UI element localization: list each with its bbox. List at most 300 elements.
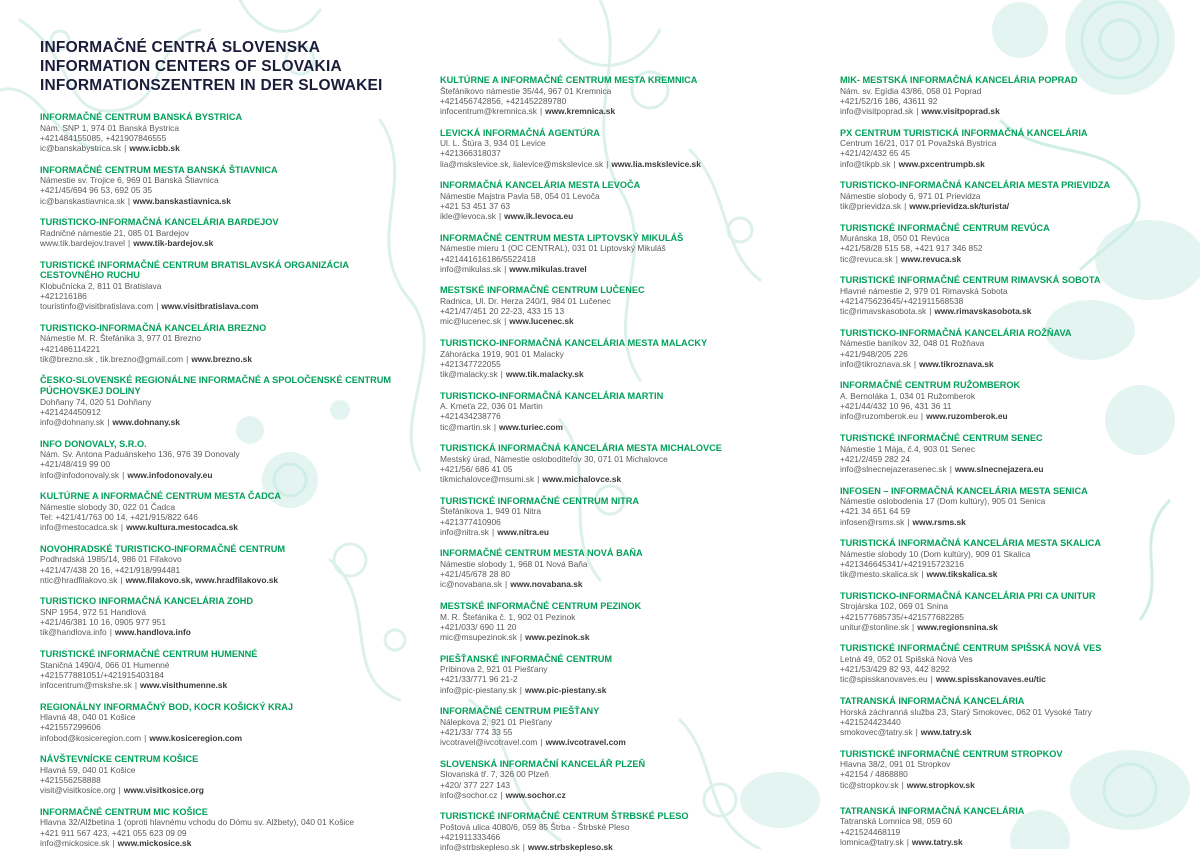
info-center-name: MESTSKÉ INFORMAČNÉ CENTRUM LUČENEC [440,285,645,296]
separator: | [606,158,609,169]
info-center-contact [440,685,810,695]
website-link[interactable]: www.mikulas.travel [509,263,587,274]
separator: | [124,143,127,153]
info-center-address: Štefánikova 1, 949 01 Nitra [440,506,542,517]
info-center-address: Radnica, Ul. Dr. Herza 240/1, 984 01 Lučenec [440,295,611,306]
info-center-name: TATRANSKÁ INFORMAČNÁ KANCELÁRIA [840,805,1025,816]
website-link[interactable]: www.mickosice.sk [117,837,192,848]
website-link[interactable]: www.visitpoprad.sk [921,106,1000,116]
info-center-phone: +421524423440 [840,716,901,727]
info-center-name: TURISTICKÉ INFORMAČNÉ CENTRUM STROPKOV [840,748,1063,759]
info-center-entry [40,649,410,690]
info-center-entry [440,128,810,169]
separator: | [120,522,124,533]
email-link[interactable]: tik@prievidza.sk [840,200,902,211]
website-link[interactable]: www.spisskanovaves.eu/tic [935,674,1046,685]
email-link[interactable]: smokovec@tatry.sk [840,726,913,737]
info-center-entry [440,391,810,432]
website-link[interactable]: www.tik-bardejov.sk [133,237,214,248]
separator: | [134,679,138,690]
info-center-phone: +42154 / 4868880 [840,769,908,780]
info-center-contact [440,211,810,221]
email-link[interactable]: tic@martin.sk [440,421,491,432]
info-center-name: TURISTICKÉ INFORMAČNÉ CENTRUM SENEC [840,432,1043,443]
website-link[interactable]: www.sochor.cz [505,789,566,800]
email-link[interactable]: www.tik.bardejov.travel [40,237,126,248]
info-center-contact [40,733,410,743]
website-link[interactable]: www.kremnica.sk [545,106,616,116]
info-center-address: Strojárska 102, 069 01 Snina [840,601,949,612]
info-center-entry [40,165,410,206]
title-line-de: INFORMATIONSZENTREN IN DER SLOWAKEI [40,77,383,94]
info-center-phone: +421557299606 [40,722,101,733]
separator: | [906,836,909,847]
info-center-name: INFORMAČNÉ CENTRUM MESTA BANSKÁ ŠTIAVNICA [40,164,278,175]
email-link[interactable]: lomnica@tatry.sk [840,836,904,847]
info-center-address: Radničné námestie 21, 085 01 Bardejov [40,227,189,238]
email-link[interactable]: unitur@stonline.sk [840,621,910,632]
website-link[interactable]: www.turiec.com [499,421,563,432]
info-center-name: SLOVENSKÁ INFORMAČNÍ KANCELÁŘ PLZEŇ [440,758,646,769]
info-center-address: Mestský úrad, Námestie osloboditeľov 30, 071 01 Michalovce [440,453,668,464]
info-center-phone: +421 53 451 37 63 [440,200,511,211]
email-link[interactable]: mic@lucenec.sk [440,316,502,327]
info-center-address: Hlavná 59, 040 01 Košice [40,764,136,775]
title-line-en: INFORMATION CENTERS OF SLOVAKIA [40,58,342,75]
website-link[interactable]: www.tatry.sk [920,726,972,737]
info-center-phone: +421/44/432 10 96, 431 36 11 [840,401,952,412]
email-link[interactable]: ic@novabana.sk [440,579,503,590]
info-center-entry [440,759,810,800]
separator: | [118,785,121,796]
separator: | [493,421,497,432]
separator: | [895,253,898,264]
website-link[interactable]: www.pezinok.sk [525,631,590,642]
separator: | [492,526,495,537]
info-center-name: TURISTICKÉ INFORMAČNÉ CENTRUM ŠTRBSKÉ PLESO [440,811,689,822]
info-center-phone: +421456742856, +421452289780 [440,95,567,106]
info-center-entry [840,180,1180,211]
title-line-sk: INFORMAČNÉ CENTRÁ SLOVENSKA [40,39,321,56]
info-center-entry [840,128,1180,169]
info-center-contact [40,417,410,427]
info-center-entry [40,596,410,637]
website-link[interactable]: www.lucenec.sk [509,316,574,327]
info-center-contact [840,464,1180,474]
info-center-address: Tatranská Lomnica 98, 059 60 [840,816,953,827]
separator: | [156,301,159,312]
separator: | [912,621,915,632]
info-center-entry [440,233,810,274]
info-center-address: Záhorácka 1919, 901 01 Malacky [440,348,564,359]
info-center-contact [840,159,1180,169]
info-center-name: INFOSEN – INFORMAČNÁ KANCELÁRIA MESTA SENICA [840,485,1088,496]
separator: | [519,631,523,642]
website-link[interactable]: www.strbskepleso.sk [527,842,613,853]
info-center-name: INFORMAČNÁ KANCELÁRIA MESTA LEVOČA [440,180,641,191]
info-center-contact [40,238,410,248]
separator: | [893,158,896,169]
info-center-entry [40,323,410,364]
info-center-phone: +421/33/771 96 21-2 [440,674,518,685]
email-link[interactable]: info@strbskepleso.sk [440,842,520,853]
info-center-address: Námestie baníkov 32, 048 01 Rožňava [840,338,985,349]
email-link[interactable]: ic@banskastiavnica.sk [40,195,125,206]
website-link[interactable]: www.regionsnina.sk [917,621,998,632]
info-center-contact [840,569,1180,579]
info-center-entry [840,643,1180,684]
info-center-address: Pribinova 2, 921 01 Piešťany [440,664,548,675]
info-center-contact [840,517,1180,527]
info-center-contact [40,627,410,637]
website-link[interactable]: www.ruzomberok.eu [926,411,1008,422]
info-center-phone: +421424450912 [40,406,101,417]
website-link[interactable]: www.brezno.sk [191,353,252,364]
separator: | [504,263,507,274]
info-center-entry [40,112,410,153]
info-center-phone: Tel: +421/41/763 00 14, +421/915/822 646 [40,511,198,522]
separator: | [144,732,147,743]
info-center-phone: +421/53/429 82 93, 442 8292 [840,664,950,675]
info-center-entry [840,328,1180,369]
info-center-entry [40,807,410,848]
email-link[interactable]: tik@malacky.sk [440,368,498,379]
website-link[interactable]: www.lia.mskslevice.sk [611,158,701,169]
info-center-contact [40,838,410,848]
website-link[interactable]: www.stropkov.sk [906,779,975,790]
info-center-name: ČESKO-SLOVENSKÉ REGIONÁLNE INFORMAČNÉ A SPOLOČENSKÉ CENTRUM PÚCHOVSKEJ DOLINY [40,375,392,396]
info-center-name: TATRANSKÁ INFORMAČNÁ KANCELÁRIA [840,695,1025,706]
info-center-phone: +421/56/ 686 41 05 [440,463,513,474]
info-center-entry [840,275,1180,316]
info-center-contact [40,470,410,480]
info-center-address: Podhradská 1985/14, 986 01 Fiľakovo [40,554,182,565]
info-center-phone: +421524468119 [840,826,901,837]
info-center-address: Ul. L. Štúra 3, 934 01 Levice [440,138,546,149]
website-link[interactable]: www.michalovce.sk [542,474,622,485]
info-center-phone: +421475623645/+421911568538 [840,295,964,306]
info-center-phone: +421434238776 [440,411,501,422]
website-link[interactable]: www.banskastiavnica.sk [133,195,231,206]
info-center-name: TURISTICKÉ INFORMAČNÉ CENTRUM RIMAVSKÁ SOBOTA [840,275,1101,286]
info-center-address: Centrum 16/21, 017 01 Považská Bystrica [840,138,997,149]
info-center-entry [440,496,810,537]
website-link[interactable]: www.nitra.eu [497,526,549,537]
website-link[interactable]: www.dohnany.sk [112,416,180,427]
separator: | [930,674,933,685]
info-center-phone: +420/ 377 227 143 [440,779,511,790]
info-center-phone: +421216186 [40,290,87,301]
email-link[interactable]: info@tikroznava.sk [840,358,911,369]
email-link[interactable]: info@mikulas.sk [440,263,502,274]
info-center-name: KULTÚRNE A INFORMAČNÉ CENTRUM MESTA ČADCA [40,491,282,502]
info-center-address: Námestie Majstra Pavla 58, 054 01 Levoča [440,190,600,201]
info-center-name: KULTÚRNE A INFORMAČNÉ CENTRUM MESTA KREMNICA [440,75,698,85]
info-center-entry [840,223,1180,264]
info-center-contact [440,106,810,116]
email-link[interactable]: tikmichalovce@msumi.sk [440,474,535,485]
info-center-address: Klobučnícka 2, 811 01 Bratislava [40,280,162,291]
email-link[interactable]: info@mestocadca.sk [40,522,118,533]
separator: | [920,411,924,422]
email-link[interactable]: infosen@rsms.sk [840,516,905,527]
website-link[interactable]: www.kultura.mestocadca.sk [126,522,238,533]
email-link[interactable]: ntic@hradfilakovo.sk [40,574,118,585]
info-center-name: TURISTICKO-INFORMAČNÁ KANCELÁRIA MESTA PRIEVIDZA [840,180,1111,191]
info-center-phone: +421347722055 [440,358,501,369]
separator: | [109,627,112,638]
info-center-entry [440,443,810,484]
info-center-contact [840,622,1180,632]
email-link[interactable]: ic@banskabystrica.sk [40,143,122,153]
info-center-entry [440,338,810,379]
info-center-entry [840,591,1180,632]
info-center-contact [840,201,1180,211]
website-link[interactable]: www.kosiceregion.com [149,732,243,743]
info-center-contact [840,674,1180,684]
info-center-contact [440,474,810,484]
info-center-entry [840,538,1180,579]
email-link[interactable]: info@slnecnejazerasenec.sk [840,463,947,474]
separator: | [122,469,125,480]
info-center-contact [40,522,410,532]
info-center-address: Horská záchranná služba 23, Starý Smokovec, 062 01 Vysoké Tatry [840,706,1092,717]
email-link[interactable]: ikle@levoca.sk [440,211,496,222]
info-center-phone: +421484155085, +421907846555 [40,132,167,143]
separator: | [186,353,189,364]
info-center-name: TURISTICKO-INFORMAČNÁ KANCELÁRIA MESTA MALACKY [440,337,708,348]
website-link[interactable]: www.ivcotravel.com [545,737,626,748]
website-link[interactable]: www.prievidza.sk/turista/ [909,200,1010,211]
email-link[interactable]: lia@mskslevice.sk, lialevice@mskslevice.sk [440,158,604,169]
separator: | [915,726,918,737]
email-link[interactable]: tic@spisskanovaves.eu [840,674,928,685]
website-link[interactable]: www.pxcentrumpb.sk [898,158,985,169]
email-link[interactable]: info@dohnany.sk [40,416,105,427]
info-center-address: Hlavna 32/Alžbetina 1 (oproti hlavnému vchodu do Dómu sv. Alžbety), 040 01 Košice [40,817,355,828]
separator: | [904,200,907,211]
info-center-phone: +421/47/438 20 16, +421/918/994481 [40,564,181,575]
info-center-name: NÁVŠTEVNÍCKE CENTRUM KOŠICE [40,754,199,765]
email-link[interactable]: info@tikpb.sk [840,158,891,169]
info-center-phone: +421911333466 [440,832,501,843]
separator: | [500,368,503,379]
info-center-phone: +421 34 651 64 59 [840,506,911,517]
email-link[interactable]: tic@stropkov.sk [840,779,899,790]
separator: | [907,516,910,527]
info-center-phone: +421/948/205 226 [840,348,908,359]
separator: | [107,416,110,427]
separator: | [929,306,932,317]
info-center-entry [440,285,810,326]
info-center-entry [440,706,810,747]
separator: | [901,779,904,790]
info-center-name: INFORMAČNÉ CENTRUM RUŽOMBEROK [840,380,1021,391]
info-center-entry [40,754,410,795]
email-link[interactable]: info@sochor.cz [440,789,498,800]
info-center-phone: +421/45/694 96 53, 692 05 35 [40,185,153,196]
website-link[interactable]: www.infodonovaly.eu [127,469,213,480]
email-link[interactable]: ivcotravel@ivcotravel.com [440,737,538,748]
info-center-contact [40,301,410,311]
info-center-name: INFORMAČNÉ CENTRUM BANSKÁ BYSTRICA [40,112,243,122]
info-center-name: TURISTICKÁ INFORMAČNÁ KANCELÁRIA MESTA MICHALOVCE [440,443,722,454]
separator: | [949,463,952,474]
separator: | [522,842,525,853]
info-center-name: INFORMAČNÉ CENTRUM PIEŠŤANY [440,706,600,717]
info-center-contact [440,369,810,379]
info-center-address: Staničná 1490/4, 066 01 Humenné [40,659,170,670]
info-center-contact [440,579,810,589]
info-center-contact [440,422,810,432]
info-center-phone: +421486114221 [40,343,101,354]
info-center-name: TURISTICKÉ INFORMAČNÉ CENTRUM SPIŠSKÁ NOVÁ VES [840,643,1102,654]
info-center-contact [840,411,1180,421]
info-center-phone: +421/46/381 10 16, 0905 977 951 [40,617,166,628]
info-center-contact [440,264,810,274]
info-center-name: TURISTICKO-INFORMAČNÁ KANCELÁRIA MARTIN [440,390,664,401]
website-link[interactable]: www.tikroznava.sk [919,358,994,369]
email-link[interactable]: infocentrum@kremnica.sk [440,106,537,116]
info-center-contact [840,306,1180,316]
info-center-contact [440,790,810,800]
website-link[interactable]: www.visitbratislava.com [161,301,259,312]
website-link[interactable]: www.visitkosice.org [123,785,204,796]
email-link[interactable]: tik@handlova.info [40,627,107,638]
info-center-name: REGIONÁLNY INFORMAČNÝ BOD, KOCR KOŠICKÝ KRAJ [40,701,294,712]
email-link[interactable]: info@nitra.sk [440,526,489,537]
separator: | [505,579,508,590]
email-link[interactable]: tik@mesto.skalica.sk [840,569,919,580]
info-center-contact [40,785,410,795]
info-center-phone: +421577685735/+421577682285 [840,611,964,622]
info-center-address: Muránska 18, 050 01 Revúca [840,233,950,244]
info-center-name: NOVOHRADSKÉ TURISTICKO-INFORMAČNÉ CENTRUM [40,543,285,554]
info-center-address: Hlavná 48, 040 01 Košice [40,712,136,723]
website-link[interactable]: www.novabana.sk [510,579,583,590]
info-center-name: INFORMAČNÉ CENTRUM MESTA LIPTOVSKÝ MIKULÁŠ [440,232,684,243]
info-center-contact [40,575,410,585]
info-center-name: TURISTICKÉ INFORMAČNÉ CENTRUM REVÚCA [840,222,1050,233]
website-link[interactable]: www.rsms.sk [912,516,966,527]
info-center-entry [440,548,810,589]
email-link[interactable]: touristinfo@visitbratislava.com [40,301,154,312]
email-link[interactable]: infocentrum@mskshe.sk [40,679,132,690]
separator: | [112,837,115,848]
separator: | [537,474,540,485]
info-center-address: Slovanská tř. 7, 326 00 Plzeň [440,769,549,780]
directory-column-3 [840,75,1180,858]
info-center-entry [440,75,810,116]
email-link[interactable]: tik@brezno.sk , tik.brezno@gmail.com [40,353,184,364]
info-center-entry [440,601,810,642]
info-center-entry [840,433,1180,474]
info-center-address: Poštová ulica 4080/6, 059 85 Štrba - Štrbské Pleso [440,821,630,832]
email-link[interactable]: info@visitpoprad.sk [840,106,914,116]
website-link[interactable]: www.tatry.sk [911,836,963,847]
info-center-name: TURISTICKÁ INFORMAČNÁ KANCELÁRIA MESTA SKALICA [840,538,1101,549]
info-center-name: TURISTICKÉ INFORMAČNÉ CENTRUM HUMENNÉ [40,648,258,659]
email-link[interactable]: visit@visitkosice.org [40,785,116,796]
website-link[interactable]: www.visithumenne.sk [140,679,228,690]
website-link[interactable]: www.icbb.sk [129,143,180,153]
info-center-phone: +421/45/678 28 80 [440,569,511,580]
info-center-address: Hlavna 38/2, 091 01 Stropkov [840,759,951,770]
info-center-phone: +421/033/ 690 11 20 [440,621,517,632]
website-link[interactable]: www.pic-piestany.sk [524,684,607,695]
email-link[interactable]: info@infodonovaly.sk [40,469,120,480]
info-center-phone: +421377410906 [440,516,501,527]
info-center-address: M. R. Štefánika č. 1, 902 01 Pezinok [440,611,576,622]
info-center-address: Nám. sv. Egídia 43/86, 058 01 Poprad [840,85,982,96]
website-link[interactable]: www.filakovo.sk, www.hradfilakovo.sk [125,574,279,585]
info-center-entry [40,217,410,248]
info-center-address: SNP 1954, 972 51 Handlová [40,606,147,617]
info-center-address: Nám. Sv. Antona Paduánskeho 136, 976 39 Donovaly [40,449,240,460]
page-title [40,38,383,95]
info-center-address: Hlavné námestie 2, 979 01 Rimavská Sobota [840,285,1008,296]
email-link[interactable]: tic@rimavskasobota.sk [840,306,927,317]
info-center-entry [840,486,1180,527]
info-center-contact [840,254,1180,264]
email-link[interactable]: info@pic-piestany.sk [440,684,517,695]
website-link[interactable]: www.rimavskasobota.sk [934,306,1032,317]
info-center-contact [840,727,1180,737]
info-center-name: PX CENTRUM TURISTICKÁ INFORMAČNÁ KANCELÁRIA [840,127,1088,138]
website-link[interactable]: www.revuca.sk [900,253,962,264]
directory-column-2 [440,75,810,864]
info-center-phone: +421/42/432 65 45 [840,148,911,159]
email-link[interactable]: info@mickosice.sk [40,837,110,848]
info-center-entry [40,702,410,743]
website-link[interactable]: www.tikskalica.sk [926,569,998,580]
info-center-address: Štefánikovo námestie 35/44, 967 01 Kremnica [440,85,612,96]
info-center-entry [40,260,410,312]
info-center-address: Námestie M. R. Štefánika 3, 977 01 Brezno [40,333,202,344]
info-center-name: TURISTICKO INFORMAČNÁ KANCELÁRIA ZOHD [40,596,253,607]
info-center-address: Letná 49, 052 01 Spišská Nová Ves [840,653,973,664]
email-link[interactable]: tic@revuca.sk [840,253,893,264]
email-link[interactable]: info@ruzomberok.eu [840,411,918,422]
info-center-name: MIK- MESTSKÁ INFORMAČNÁ KANCELÁRIA POPRAD [840,75,1078,85]
directory-column-1 [40,112,410,859]
separator: | [519,684,522,695]
info-center-contact [440,842,810,852]
info-center-contact [840,837,1180,847]
website-link[interactable]: www.handlova.info [114,627,191,638]
info-center-contact [440,632,810,642]
info-center-phone: +421441616186/5522418 [440,253,536,264]
info-center-contact [440,737,810,747]
info-center-entry [40,439,410,480]
info-center-name: TURISTICKO-INFORMAČNÁ KANCELÁRIA BREZNO [40,322,267,333]
info-center-phone: +421/47/451 20 22-23, 433 15 13 [440,306,565,317]
info-center-name: INFO DONOVALY, S.R.O. [40,438,147,449]
info-center-phone: +421 911 567 423, +421 055 623 09 09 [40,827,187,838]
separator: | [128,237,131,248]
website-link[interactable]: www.ik.levoca.eu [504,211,574,222]
email-link[interactable]: mic@msupezinok.sk [440,631,517,642]
info-center-entry [440,654,810,695]
info-center-phone: +421366318037 [440,148,501,159]
info-center-name: TURISTICKÉ INFORMAČNÉ CENTRUM BRATISLAVSKÁ ORGANIZÁCIA CESTOVNÉHO RUCHU [40,259,349,281]
website-link[interactable]: www.tik.malacky.sk [505,368,584,379]
separator: | [913,358,917,369]
email-link[interactable]: infobod@kosiceregion.com [40,732,142,743]
info-center-contact [440,316,810,326]
website-link[interactable]: www.slnecnejazera.eu [954,463,1044,474]
info-center-address: Námestie oslobodenia 17 (Dom kultúry), 905 01 Senica [840,496,1046,507]
